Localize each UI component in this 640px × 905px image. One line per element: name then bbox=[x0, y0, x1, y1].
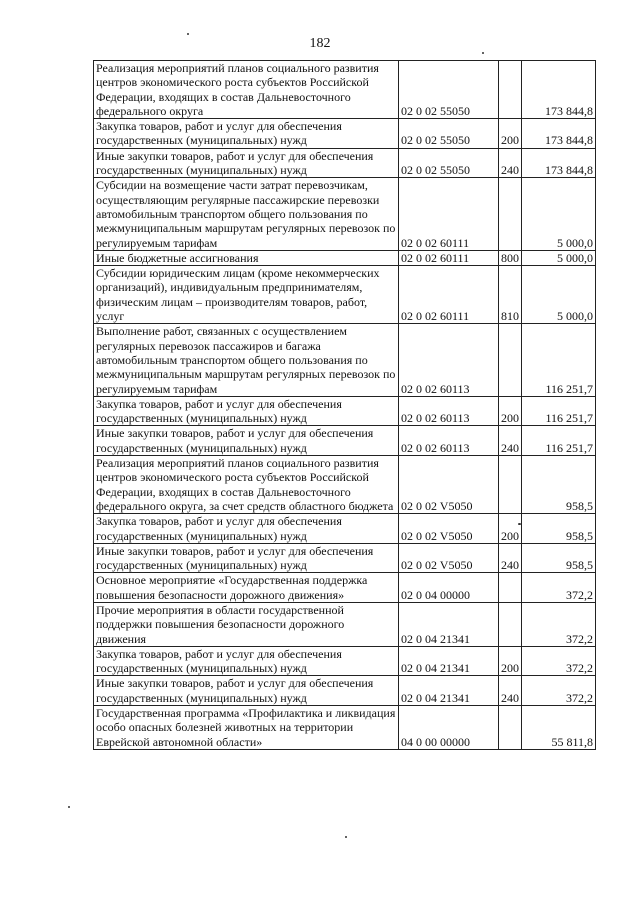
row-name-cell: Выполнение работ, связанных с осуществлением регулярных перевозок пассажиров и багажа автомобильным транспортом общего пользования по межмуниципальным маршрутам регулярных перевозок по регулируемым тарифам bbox=[94, 324, 399, 396]
row-sum-cell: 5 000,0 bbox=[522, 250, 596, 265]
row-type-cell bbox=[499, 61, 522, 119]
table-row bbox=[94, 266, 596, 324]
table-row bbox=[94, 456, 596, 514]
row-code-cell: 02 0 04 21341 bbox=[399, 676, 499, 706]
row-sum-cell: 116 251,7 bbox=[522, 324, 596, 396]
row-name-cell: Государственная программа «Профилактика и ликвидация особо опасных болезней животных на территории Еврейской автономной области» bbox=[94, 706, 399, 750]
scan-speck bbox=[187, 33, 189, 35]
row-type-cell: 200 bbox=[499, 119, 522, 149]
row-type-cell: 200 bbox=[499, 396, 522, 426]
row-name-cell: Субсидии юридическим лицам (кроме некоммерческих организаций), индивидуальным предпринимателям, физическим лицам – производителям товаров, работ, услуг bbox=[94, 266, 399, 324]
table-row bbox=[94, 396, 596, 426]
row-type-cell bbox=[499, 573, 522, 603]
table-row bbox=[94, 514, 596, 544]
row-sum-cell: 372,2 bbox=[522, 646, 596, 676]
row-name-cell: Основное мероприятие «Государственная поддержка повышения безопасности дорожного движения» bbox=[94, 573, 399, 603]
row-type-cell: 240 bbox=[499, 676, 522, 706]
row-name-cell: Иные закупки товаров, работ и услуг для обеспечения государственных (муниципальных) нужд bbox=[94, 426, 399, 456]
scan-speck bbox=[518, 523, 521, 525]
row-type-cell: 240 bbox=[499, 426, 522, 456]
row-name-cell: Субсидии на возмещение части затрат перевозчикам, осуществляющим регулярные пассажирские перевозки автомобильным транспортом общего пользования по межмуниципальным маршрутам регулярных перевозок по регулируемым тарифам bbox=[94, 178, 399, 250]
scan-speck bbox=[345, 836, 347, 838]
scan-speck bbox=[68, 806, 70, 808]
row-sum-cell: 372,2 bbox=[522, 602, 596, 646]
table-row bbox=[94, 602, 596, 646]
row-code-cell: 02 0 02 60111 bbox=[399, 266, 499, 324]
row-type-cell bbox=[499, 706, 522, 750]
table-row bbox=[94, 646, 596, 676]
row-sum-cell: 116 251,7 bbox=[522, 396, 596, 426]
row-name-cell: Иные бюджетные ассигнования bbox=[94, 250, 399, 265]
row-code-cell: 02 0 02 V5050 bbox=[399, 456, 499, 514]
row-type-cell: 810 bbox=[499, 266, 522, 324]
row-code-cell: 02 0 02 60113 bbox=[399, 426, 499, 456]
row-sum-cell: 5 000,0 bbox=[522, 178, 596, 250]
table-row bbox=[94, 543, 596, 573]
row-code-cell: 02 0 04 21341 bbox=[399, 646, 499, 676]
row-name-cell: Иные закупки товаров, работ и услуг для обеспечения государственных (муниципальных) нужд bbox=[94, 676, 399, 706]
table-row bbox=[94, 119, 596, 149]
row-code-cell: 02 0 02 V5050 bbox=[399, 543, 499, 573]
row-type-cell: 800 bbox=[499, 250, 522, 265]
table-row bbox=[94, 324, 596, 396]
row-sum-cell: 958,5 bbox=[522, 543, 596, 573]
row-code-cell: 02 0 02 60113 bbox=[399, 324, 499, 396]
row-name-cell: Реализация мероприятий планов социального развития центров экономического роста субъектов Российской Федерации, входящих в состав Дальневосточного федерального округа bbox=[94, 61, 399, 119]
row-code-cell: 02 0 02 V5050 bbox=[399, 514, 499, 544]
table-row bbox=[94, 426, 596, 456]
budget-table-body bbox=[94, 61, 596, 750]
table-row bbox=[94, 250, 596, 265]
page-number: 182 bbox=[309, 36, 331, 51]
table-row bbox=[94, 148, 596, 178]
row-sum-cell: 5 000,0 bbox=[522, 266, 596, 324]
row-name-cell: Закупка товаров, работ и услуг для обеспечения государственных (муниципальных) нужд bbox=[94, 514, 399, 544]
table-row bbox=[94, 676, 596, 706]
row-name-cell: Иные закупки товаров, работ и услуг для обеспечения государственных (муниципальных) нужд bbox=[94, 148, 399, 178]
row-code-cell: 04 0 00 00000 bbox=[399, 706, 499, 750]
row-type-cell: 200 bbox=[499, 514, 522, 544]
row-type-cell: 240 bbox=[499, 148, 522, 178]
row-code-cell: 02 0 02 60113 bbox=[399, 396, 499, 426]
row-code-cell: 02 0 02 60111 bbox=[399, 250, 499, 265]
row-type-cell bbox=[499, 602, 522, 646]
row-code-cell: 02 0 04 00000 bbox=[399, 573, 499, 603]
table-row bbox=[94, 178, 596, 250]
row-name-cell: Прочие мероприятия в области государственной поддержки повышения безопасности дорожного движения bbox=[94, 602, 399, 646]
row-sum-cell: 372,2 bbox=[522, 676, 596, 706]
row-sum-cell: 173 844,8 bbox=[522, 148, 596, 178]
row-type-cell bbox=[499, 324, 522, 396]
row-type-cell bbox=[499, 456, 522, 514]
row-sum-cell: 173 844,8 bbox=[522, 119, 596, 149]
table-row bbox=[94, 61, 596, 119]
row-name-cell: Иные закупки товаров, работ и услуг для обеспечения государственных (муниципальных) нужд bbox=[94, 543, 399, 573]
row-code-cell: 02 0 04 21341 bbox=[399, 602, 499, 646]
row-type-cell: 200 bbox=[499, 646, 522, 676]
row-sum-cell: 372,2 bbox=[522, 573, 596, 603]
row-name-cell: Закупка товаров, работ и услуг для обеспечения государственных (муниципальных) нужд bbox=[94, 396, 399, 426]
row-name-cell: Реализация мероприятий планов социального развития центров экономического роста субъектов Российской Федерации, входящих в состав Дальневосточного федерального округа, за счет средств областного бюджета bbox=[94, 456, 399, 514]
row-code-cell: 02 0 02 55050 bbox=[399, 148, 499, 178]
row-sum-cell: 958,5 bbox=[522, 456, 596, 514]
row-sum-cell: 958,5 bbox=[522, 514, 596, 544]
table-row bbox=[94, 706, 596, 750]
row-sum-cell: 55 811,8 bbox=[522, 706, 596, 750]
table-row bbox=[94, 573, 596, 603]
row-type-cell: 240 bbox=[499, 543, 522, 573]
row-name-cell: Закупка товаров, работ и услуг для обеспечения государственных (муниципальных) нужд bbox=[94, 646, 399, 676]
budget-table bbox=[93, 60, 596, 750]
scan-speck bbox=[482, 52, 484, 54]
row-code-cell: 02 0 02 55050 bbox=[399, 119, 499, 149]
row-code-cell: 02 0 02 55050 bbox=[399, 61, 499, 119]
row-code-cell: 02 0 02 60111 bbox=[399, 178, 499, 250]
row-sum-cell: 116 251,7 bbox=[522, 426, 596, 456]
row-name-cell: Закупка товаров, работ и услуг для обеспечения государственных (муниципальных) нужд bbox=[94, 119, 399, 149]
row-sum-cell: 173 844,8 bbox=[522, 61, 596, 119]
row-type-cell bbox=[499, 178, 522, 250]
